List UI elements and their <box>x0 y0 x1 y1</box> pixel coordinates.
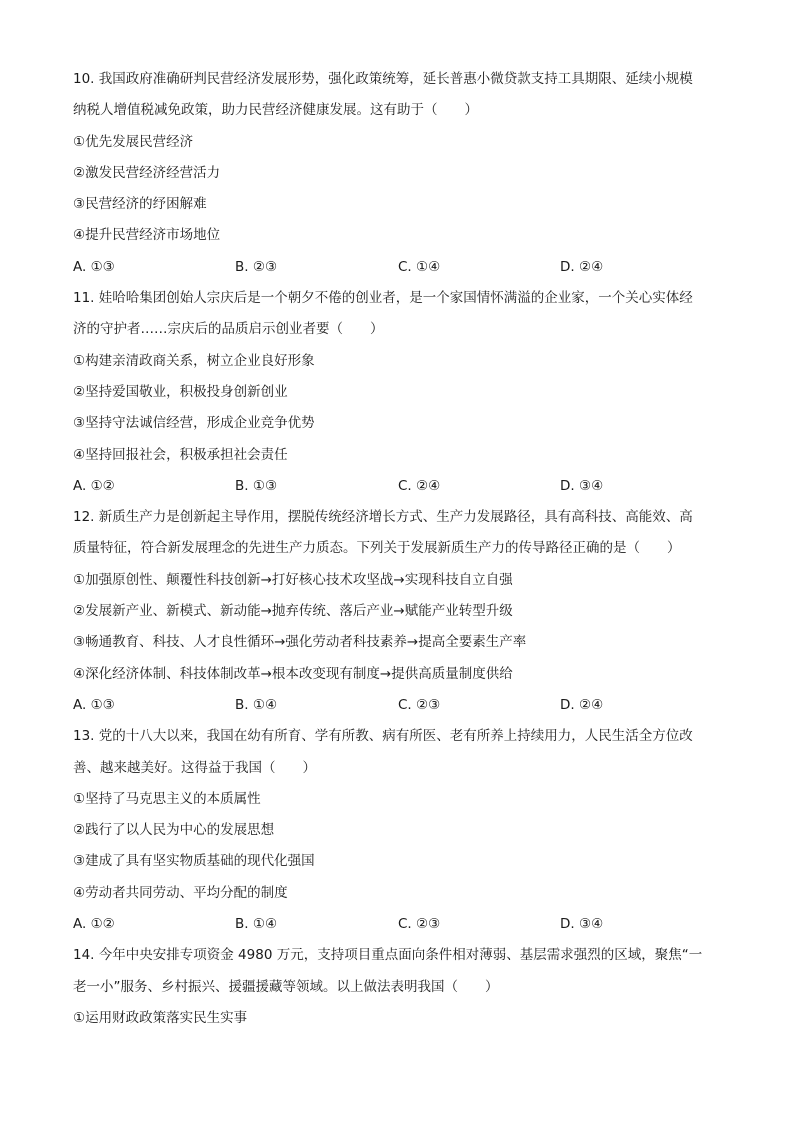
statement: ①优先发展民营经济 <box>73 133 194 150</box>
option-d: D. ②④ <box>560 696 604 713</box>
option-b: B. ①③ <box>235 477 278 494</box>
option-c: C. ②③ <box>398 696 441 713</box>
answer-options <box>73 252 723 283</box>
question-12 <box>73 502 723 721</box>
statement: ④提升民营经济市场地位 <box>73 227 221 244</box>
statement: ③建成了具有坚实物质基础的现代化强国 <box>73 853 315 870</box>
statement: ④劳动者共同劳动、平均分配的制度 <box>73 884 288 901</box>
option-a: A. ①② <box>73 477 115 494</box>
statement: ①坚持了马克思主义的本质属性 <box>73 790 261 807</box>
statement: ④深化经济体制、科技体制改革→根本改变现有制度→提供高质量制度供给 <box>73 665 513 682</box>
statement: ③畅通教育、科技、人才良性循环→强化劳动者科技素养→提高全要素生产率 <box>73 634 527 651</box>
statement: ②践行了以人民为中心的发展思想 <box>73 822 275 839</box>
question-stem: 13. 党的十八大以来，我国在幼有所育、学有所教、病有所医、老有所养上持续用力，人民生活全方位改 <box>73 728 693 745</box>
option-c: C. ①④ <box>398 258 441 275</box>
statement: ②发展新产业、新模式、新动能→抛弃传统、落后产业→赋能产业转型升级 <box>73 603 513 620</box>
statement: ③民营经济的纾困解难 <box>73 196 207 213</box>
question-stem: 11. 娃哈哈集团创始人宗庆后是一个朝夕不倦的创业者，是一个家国情怀满溢的企业家，一个关心实体经 <box>73 290 693 307</box>
option-a: A. ①③ <box>73 258 115 275</box>
option-a: A. ①② <box>73 916 115 933</box>
statement: ①加强原创性、颠覆性科技创新→打好核心技术攻坚战→实现科技自立自强 <box>73 571 513 588</box>
question-stem: 老一小”服务、乡村振兴、援疆援藏等领域。以上做法表明我国（ ） <box>73 978 499 995</box>
answer-options <box>73 471 723 502</box>
statement: ②坚持爱国敬业，积极投身创新创业 <box>73 383 288 400</box>
statement: ④坚持回报社会，积极承担社会责任 <box>73 446 288 463</box>
statement: ②激发民营经济经营活力 <box>73 164 221 181</box>
question-10 <box>73 64 723 283</box>
option-c: C. ②③ <box>398 916 441 933</box>
question-stem: 12. 新质生产力是创新起主导作用，摆脱传统经济增长方式、生产力发展路径，具有高科技、高能效、高 <box>73 509 693 526</box>
option-b: B. ①④ <box>235 916 278 933</box>
option-b: B. ②③ <box>235 258 278 275</box>
option-d: D. ②④ <box>560 258 604 275</box>
question-stem: 善、越来越美好。这得益于我国（ ） <box>73 759 316 776</box>
option-d: D. ③④ <box>560 916 604 933</box>
question-stem: 济的守护者……宗庆后的品质启示创业者要（ ） <box>73 321 384 338</box>
answer-options <box>73 690 723 721</box>
question-stem: 纳税人增值税减免政策，助力民营经济健康发展。这有助于（ ） <box>73 102 478 119</box>
statement: ③坚持守法诚信经营，形成企业竞争优势 <box>73 415 315 432</box>
question-stem: 10. 我国政府准确研判民营经济发展形势，强化政策统筹，延长普惠小微贷款支持工具期限、延续小规模 <box>73 71 693 87</box>
answer-options <box>73 909 723 940</box>
question-stem: 质量特征，符合新发展理念的先进生产力质态。下列关于发展新质生产力的传导路径正确的是（ ） <box>73 540 681 557</box>
statement: ①构建亲清政商关系，树立企业良好形象 <box>73 352 315 369</box>
option-d: D. ③④ <box>560 477 604 494</box>
statement: ①运用财政政策落实民生实事 <box>73 1009 248 1026</box>
option-a: A. ①③ <box>73 696 115 713</box>
option-c: C. ②④ <box>398 477 441 494</box>
exam-page <box>73 64 723 1034</box>
question-11 <box>73 283 723 502</box>
question-14 <box>73 940 723 1034</box>
question-13 <box>73 721 723 940</box>
option-b: B. ①④ <box>235 696 278 713</box>
question-stem: 14. 今年中央安排专项资金 4980 万元，支持项目重点面向条件相对薄弱、基层需求强烈的区域，聚焦“一 <box>73 947 703 964</box>
